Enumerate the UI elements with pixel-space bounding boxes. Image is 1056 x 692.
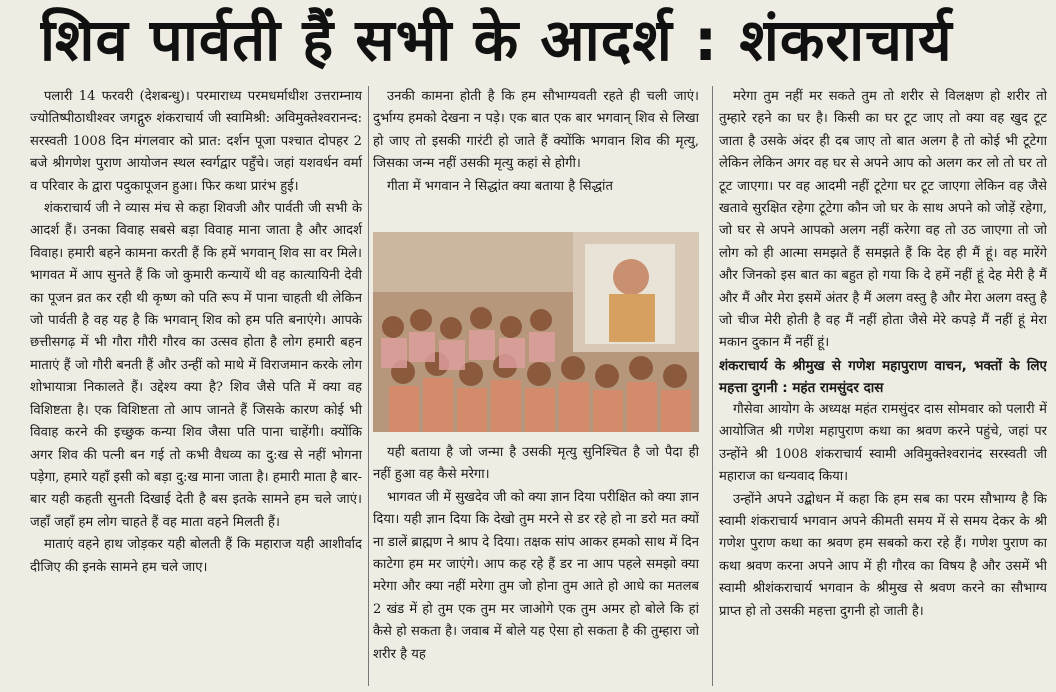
headline: शिव पार्वती हैं सभी के आदर्श : शंकराचार्य: [40, 6, 953, 74]
paragraph: शंकराचार्य जी ने व्यास मंच से कहा शिवजी और पार्वती जी सभी के आदर्श हैं। उनका विवाह सबसे बड़ा विवाह माना जाता है और आदर्श विवाह। हमारी बहने कामना करती हैं कि हमें भगवान् शिव सा वर मिले। भागवत में आप सुनते हैं कि जो कुमारी कन्यायें थी वह कात्यायिनी देवी का पूजन व्रत कर रही थी कृष्ण को पति रूप में पाना चाहती थी लेकिन जो पार्वती है वह यह है कि भगवान् शिव को हम पति बनाएंगे। आपके छत्तीसगढ़ में भी गौरा गौरी गौरव का उत्सव होता है लोग हमारी बहन माताएं हैं जो गौरी बनती हैं और उन्हीं को माथे में विराजमान करके लोग शोभायात्रा निकालते हैं। उद्देश्य क्या है? शिव जैसे पति में क्या वह विशिष्टता है। एक विशिष्टता तो आप जानते हैं जिसके कारण कोई भी विवाह करने की इच्छुक कन्या शिव जैसा पति पाना चाहेंगी। क्योंकि अगर शिव की पत्नी बन गई तो कभी वैधव्य का दु:ख से नहीं भोगना पड़ेगा, हमारे यहाँ इसी को बड़ा दु:ख माना जाता है। हमारी माता है बार-बार यही कहती सुनती दिखाई देती है बस इतके सामने हम चले जाएं। जहाँ जहाँ हम लोग चाहते हैं वह माता वहने मिलती हैं।: [30, 201, 362, 530]
paragraph: उन्होंने अपने उद्बोधन में कहा कि हम सब का परम सौभाग्य है कि स्वामी शंकराचार्य भगवान अपने कीमती समय में से समय देकर के श्री गणेश पुराण कथा का श्रवण हम सबको करा रहे हैं। गणेश पुराण का कथा श्रवण करना अपने आप में ही गौरव का विषय है और उसमें भी स्वामी श्रीशंकराचार्य भगवान के श्रीमुख से श्रवण करने का सौभाग्य प्राप्त हो तो उसकी महत्ता दुगनी हो जाती है।: [719, 491, 1047, 619]
paragraph: मरेगा तुम नहीं मर सकते तुम तो शरीर से विलक्षण हो शरीर तो तुम्हारे रहने का घर है। किसी का घर टूट जाए तो क्या वह खुद टूट जाता है उसके अंदर ही दब जाए तो बात अलग है तो कोई भी टूटेगा लेकिन लेकिन अगर वह घर से अपने आप को अलग कर लो तो घर तो टूट जाएगा। पर वह आदमी नहीं टूटेगा घर टूट जाएगा लेकिन वह जैसे खतावे सुरक्षित रहेगा टूटेगा कौन जो घर के साथ अपने को जोड़ें रहेगा, जो घर से अपने आपको अलग नहीं करेगा वह तो उठ जाएगा तो जो लोग को ही आत्मा समझते हैं समझते हैं कि देह ही मैं हूं। वह मारेंगे और जिनको इस बात का बहुत हो गया कि दे हमें नहीं हूं देह मेरी है मैं और मैं और मेरा इसमें अंतर है मैं अलग वस्तु है और मेरा अलग वस्तु है जो चीज मेरी होती है वह मैं नहीं होता जैसे मेरे कपड़े मैं नहीं हूं मेरा मकान दुकान मैं नहीं हूं।: [719, 89, 1047, 351]
subheading: शंकराचार्य के श्रीमुख से गणेश महापुराण वाचन, भक्तों के लिए महत्ता दुगनी : महंत रामसुंदर दास: [719, 357, 1047, 396]
crowd-photo: [373, 232, 699, 432]
column-1: [30, 86, 369, 686]
column-2-bottom: [373, 442, 699, 686]
paragraph: माताएं वहने हाथ जोड़कर यही बोलती हैं कि महाराज यही आशीर्वाद दीजिए की इनके सामने हम चले जाए।: [30, 537, 362, 575]
paragraph: पलारी 14 फरवरी (देशबन्धु)। परमाराध्य परमधर्माधीश उत्तराम्नाय ज्योतिष्पीठाधीश्वर जगद्गुरु शंकराचार्य जी स्वामिश्री: अविमुक्तेश्वरानन्द: सरस्वती 1008 दिन मंगलवार को प्रात: दर्शन पूजा पश्चात दोपहर 2 बजे श्रीगणेश पुराण आयोजन स्थल स्वर्गद्वार पहुँचे। जहां यशवर्धन वर्मा व परिवार के द्वारा पदुकापूजन हुआ। फिर कथा प्रारंभ हुई।: [30, 89, 362, 194]
crowd-photo-graphic: [373, 232, 699, 432]
column-3: [712, 86, 1047, 686]
paragraph: भागवत जी में सुखदेव जी को क्या ज्ञान दिया परीक्षित को क्या ज्ञान दिया। यही ज्ञान दिया कि देखो तुम मरने से डर रहे हो ना डरो मत क्यों ना डालें ब्राह्मण ने श्राप दे दिया। तक्षक सांप आकर हमको साथ में दिन काटेगा हम मर जाएंगे। आप कह रहे हैं डर ना आप पहले समझो क्या मरेगा और क्या नहीं मरेगा तुम जो होना तुम आते हो आधे का मतलब 2 खंड में हो तुम एक तुम मर जाओगे एक तुम अमर हो बोले कि हां कैसे हो सकता है। जवाब में बोले यह ऐसा हो सकता है की तुम्हारा जो शरीर है यह: [373, 489, 699, 662]
paragraph: गीता में भगवान ने सिद्धांत क्या बताया है सिद्धांत: [387, 178, 613, 194]
column-2-top: [373, 86, 699, 224]
paragraph: गौसेवा आयोग के अध्यक्ष महंत रामसुंदर दास सोमवार को पलारी में आयोजित श्री गणेश महापुराण कथा का श्रवण करने पहुंचे, जहां पर उन्होंने श्री 1008 शंकराचार्य स्वामी अविमुक्तेश्वरानंद सरस्वती जी महाराज का धन्यवाद किया।: [719, 401, 1047, 485]
paragraph: उनकी कामना होती है कि हम सौभाग्यवती रहते ही चली जाएं। दुर्भाग्य हमको देखना न पड़े। एक बात एक बार भगवान् शिव से लिखा हो जाए तो इसकी गारंटी हो जाते हैं क्योंकि भगवान शिव की मृत्यु, जिसका जन्म नहीं उसकी मृत्यु कहां से होगी।: [373, 89, 699, 172]
paragraph: यही बताया है जो जन्मा है उसकी मृत्यु सुनिश्चित है जो पैदा ही नहीं हुआ वह कैसे मरेगा।: [373, 445, 699, 483]
column-2: [373, 86, 699, 686]
